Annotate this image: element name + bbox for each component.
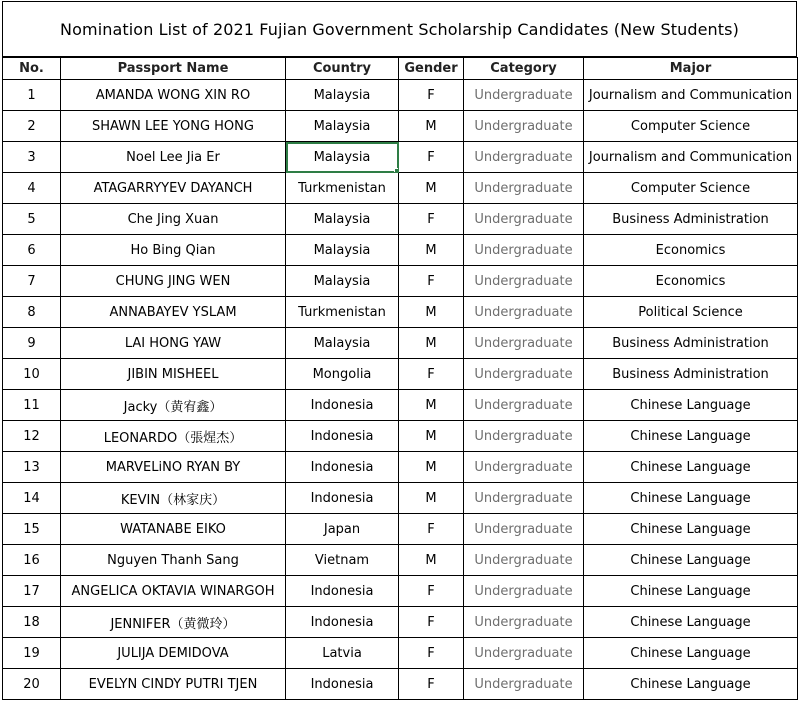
cell-category[interactable]: Undergraduate [464,607,584,638]
cell-major[interactable]: Chinese Language [584,638,798,669]
cell-country[interactable]: Indonesia [286,390,399,421]
cell-category[interactable]: Undergraduate [464,514,584,545]
cell-no[interactable]: 16 [3,545,61,576]
cell-gender[interactable]: M [399,111,464,142]
cell-country[interactable]: Vietnam [286,545,399,576]
table-row [3,545,798,576]
cell-major[interactable]: Chinese Language [584,607,798,638]
cell-major[interactable]: Journalism and Communication [584,142,798,173]
cell-gender[interactable]: F [399,142,464,173]
cell-country[interactable]: Turkmenistan [286,173,399,204]
cell-country[interactable]: Japan [286,514,399,545]
header-major[interactable]: Major [584,58,798,80]
cell-major[interactable]: Computer Science [584,111,798,142]
cell-passport-name[interactable]: LEONARDO（張煋杰） [61,421,286,452]
cell-major[interactable]: Chinese Language [584,669,798,700]
cell-gender[interactable]: F [399,607,464,638]
table-row [3,421,798,452]
cell-no[interactable]: 15 [3,514,61,545]
header-row [3,58,798,80]
cell-passport-name[interactable]: ANNABAYEV YSLAM [61,297,286,328]
cell-gender[interactable]: M [399,297,464,328]
cell-country[interactable]: Indonesia [286,607,399,638]
cell-no[interactable]: 10 [3,359,61,390]
cell-no[interactable]: 11 [3,390,61,421]
cell-category[interactable]: Undergraduate [464,142,584,173]
table-row [3,80,798,111]
cell-gender[interactable]: F [399,638,464,669]
cell-no[interactable]: 6 [3,235,61,266]
cell-country[interactable]: Mongolia [286,359,399,390]
cell-category[interactable]: Undergraduate [464,173,584,204]
cell-gender[interactable]: M [399,390,464,421]
cell-no[interactable]: 7 [3,266,61,297]
cell-category[interactable]: Undergraduate [464,204,584,235]
cell-country[interactable]: Malaysia [286,266,399,297]
table-body [3,80,798,700]
header-country[interactable]: Country [286,58,399,80]
cell-passport-name[interactable]: KEVIN（林家庆） [61,483,286,514]
cell-category[interactable]: Undergraduate [464,545,584,576]
cell-major[interactable]: Business Administration [584,328,798,359]
cell-no[interactable]: 13 [3,452,61,483]
cell-country[interactable]: Indonesia [286,669,399,700]
cell-no[interactable]: 2 [3,111,61,142]
table-row [3,266,798,297]
table-row [3,235,798,266]
cell-category[interactable]: Undergraduate [464,421,584,452]
sheet-title-cell[interactable]: Nomination List of 2021 Fujian Government Scholarship Candidates (New Students) [2,1,797,57]
cell-gender[interactable]: M [399,421,464,452]
cell-gender[interactable]: F [399,576,464,607]
cell-passport-name[interactable]: JENNIFER（黄微玲） [61,607,286,638]
cell-major[interactable]: Economics [584,235,798,266]
spreadsheet [2,1,797,700]
table-row [3,328,798,359]
cell-no[interactable]: 14 [3,483,61,514]
cell-category[interactable]: Undergraduate [464,390,584,421]
cell-no[interactable]: 18 [3,607,61,638]
cell-gender[interactable]: M [399,173,464,204]
cell-country[interactable]: Malaysia [286,328,399,359]
cell-country[interactable]: Malaysia [286,204,399,235]
cell-major[interactable]: Chinese Language [584,576,798,607]
cell-category[interactable]: Undergraduate [464,235,584,266]
table-row [3,297,798,328]
cell-passport-name[interactable]: WATANABE EIKO [61,514,286,545]
cell-major[interactable]: Political Science [584,297,798,328]
cell-category[interactable]: Undergraduate [464,297,584,328]
cell-gender[interactable]: M [399,545,464,576]
cell-passport-name[interactable]: LAI HONG YAW [61,328,286,359]
cell-passport-name[interactable]: CHUNG JING WEN [61,266,286,297]
cell-gender[interactable]: M [399,328,464,359]
cell-passport-name[interactable]: EVELYN CINDY PUTRI TJEN [61,669,286,700]
cell-no[interactable]: 9 [3,328,61,359]
cell-no[interactable]: 5 [3,204,61,235]
cell-category[interactable]: Undergraduate [464,576,584,607]
header-category[interactable]: Category [464,58,584,80]
cell-country[interactable]: Indonesia [286,421,399,452]
header-no[interactable]: No. [3,58,61,80]
nomination-table [2,57,798,700]
cell-no[interactable]: 8 [3,297,61,328]
cell-passport-name[interactable]: Jacky（黄宥鑫） [61,390,286,421]
table-row [3,514,798,545]
cell-major[interactable]: Computer Science [584,173,798,204]
cell-gender[interactable]: M [399,235,464,266]
table-row [3,452,798,483]
cell-passport-name[interactable]: Ho Bing Qian [61,235,286,266]
table-row [3,111,798,142]
cell-no[interactable]: 12 [3,421,61,452]
cell-passport-name[interactable]: AMANDA WONG XIN RO [61,80,286,111]
table-row [3,142,798,173]
cell-major[interactable]: Chinese Language [584,452,798,483]
cell-major[interactable]: Economics [584,266,798,297]
cell-category[interactable]: Undergraduate [464,638,584,669]
cell-country[interactable]: Malaysia [286,80,399,111]
cell-category[interactable]: Undergraduate [464,266,584,297]
cell-no[interactable]: 1 [3,80,61,111]
cell-passport-name[interactable]: Noel Lee Jia Er [61,142,286,173]
cell-country[interactable]: Indonesia [286,483,399,514]
cell-major[interactable]: Business Administration [584,204,798,235]
cell-category[interactable]: Undergraduate [464,111,584,142]
cell-gender[interactable]: M [399,483,464,514]
cell-category[interactable]: Undergraduate [464,80,584,111]
cell-country[interactable]: Malaysia [286,235,399,266]
cell-country[interactable]: Malaysia [286,111,399,142]
cell-major[interactable]: Chinese Language [584,421,798,452]
cell-passport-name[interactable]: SHAWN LEE YONG HONG [61,111,286,142]
cell-gender[interactable]: F [399,80,464,111]
table-row [3,607,798,638]
table-row [3,204,798,235]
cell-category[interactable]: Undergraduate [464,359,584,390]
cell-major[interactable]: Chinese Language [584,545,798,576]
cell-no[interactable]: 17 [3,576,61,607]
cell-country[interactable]: Turkmenistan [286,297,399,328]
table-row [3,483,798,514]
cell-no[interactable]: 19 [3,638,61,669]
table-row [3,576,798,607]
header-gender[interactable]: Gender [399,58,464,80]
cell-passport-name[interactable]: JIBIN MISHEEL [61,359,286,390]
table-row [3,638,798,669]
cell-major[interactable]: Chinese Language [584,514,798,545]
cell-country[interactable]: Latvia [286,638,399,669]
table-row [3,359,798,390]
cell-gender[interactable]: F [399,669,464,700]
cell-category[interactable]: Undergraduate [464,328,584,359]
cell-category[interactable]: Undergraduate [464,452,584,483]
cell-gender[interactable]: F [399,514,464,545]
cell-no[interactable]: 3 [3,142,61,173]
cell-country[interactable]: Malaysia [286,142,399,173]
cell-gender[interactable]: F [399,204,464,235]
cell-country[interactable]: Indonesia [286,452,399,483]
cell-gender[interactable]: F [399,266,464,297]
cell-country[interactable]: Indonesia [286,576,399,607]
table-row [3,390,798,421]
cell-passport-name[interactable]: MARVELiNO RYAN BY [61,452,286,483]
cell-passport-name[interactable]: Che Jing Xuan [61,204,286,235]
cell-passport-name[interactable]: ANGELICA OKTAVIA WINARGOH [61,576,286,607]
cell-gender[interactable]: F [399,359,464,390]
cell-passport-name[interactable]: ATAGARRYYEV DAYANCH [61,173,286,204]
cell-category[interactable]: Undergraduate [464,483,584,514]
header-passport-name[interactable]: Passport Name [61,58,286,80]
cell-category[interactable]: Undergraduate [464,669,584,700]
cell-passport-name[interactable]: JULIJA DEMIDOVA [61,638,286,669]
table-row [3,669,798,700]
cell-gender[interactable]: M [399,452,464,483]
cell-major[interactable]: Chinese Language [584,390,798,421]
cell-major[interactable]: Chinese Language [584,483,798,514]
cell-passport-name[interactable]: Nguyen Thanh Sang [61,545,286,576]
cell-major[interactable]: Business Administration [584,359,798,390]
cell-major[interactable]: Journalism and Communication [584,80,798,111]
table-row [3,173,798,204]
cell-no[interactable]: 20 [3,669,61,700]
cell-no[interactable]: 4 [3,173,61,204]
